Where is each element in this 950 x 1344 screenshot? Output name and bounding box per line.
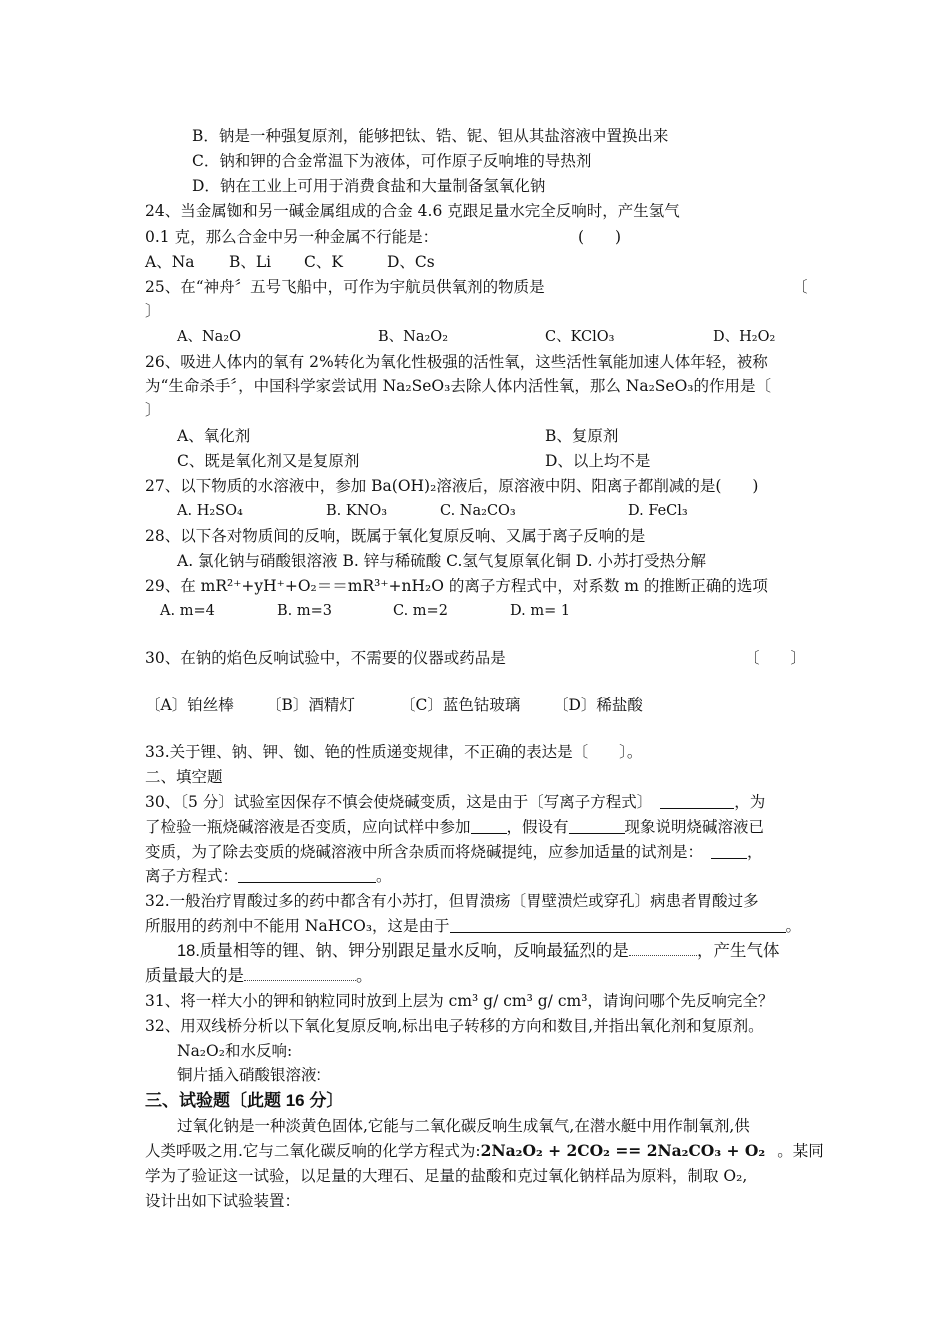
fill18-text-2a: 质量最大的是 — [145, 967, 244, 985]
q32-item-na2o2: Na₂O₂和水反响: — [177, 1042, 293, 1060]
q24-answer-paren: ( ) — [578, 228, 622, 246]
q24-option-b: B、Li — [229, 253, 272, 271]
q26-option-d: D、以上均不是 — [545, 452, 651, 470]
section3-para-line2 — [145, 1141, 824, 1161]
q32-stem: 32、用双线桥分析以下氧化复原反响,标出电子转移的方向和数目,并指出氧化剂和复原剂。 — [145, 1017, 764, 1035]
fill30-text-4a: 离子方程式： — [145, 867, 239, 885]
fill30-blank-reagent[interactable] — [471, 817, 507, 834]
q24-stem-line1: 24、当金属铷和另一碱金属组成的合金 4.6 克跟足量水完全反响时，产生氢气 — [145, 202, 680, 220]
q26-option-b: B、复原剂 — [545, 427, 619, 445]
q29-option-a: A. m=4 — [160, 603, 215, 619]
section3-para-line4: 设计出如下试验装置： — [145, 1192, 301, 1210]
fill30-line1 — [145, 792, 765, 812]
q29-stem: 29、在 mR²⁺+yH⁺+O₂＝＝mR³⁺+nH₂O 的离子方程式中，对系数 m 的推断正确的选项 — [145, 577, 768, 595]
q30-option-a: 〔A〕铂丝棒 — [145, 696, 234, 714]
section3-para-line3: 学为了验证这一试验，以足量的大理石、足量的盐酸和克过氧化钠样品为原料，制取 O₂, — [145, 1167, 748, 1185]
fill32-line1: 32.一般治疗胃酸过多的药中都含有小苏打，但胃溃疡〔胃壁溃烂或穿孔〕病患者胃酸过多 — [145, 892, 759, 910]
fill30-text-1a: 30、〔5 分〕试验室因保存不慎会使烧碱变质，这是由于〔写离子方程式〕 — [145, 793, 653, 811]
q28-options: A. 氯化钠与硝酸银溶液 B. 锌与稀硫酸 C.氢气复原氧化铜 D. 小苏打受热分解 — [177, 552, 707, 570]
q24-stem-line2: 0.1 克，那么合金中另一种金属不行能是： — [145, 228, 439, 246]
fill18-line2 — [145, 966, 373, 987]
fill32-line2 — [145, 916, 801, 936]
q25-option-b: B、Na₂O₂ — [378, 329, 449, 345]
fill30-text-2c: 现象说明烧碱溶液已 — [624, 818, 765, 836]
q27-option-b: B. KNO₃ — [326, 503, 388, 519]
fill18-text-1b: ，产生气体 — [696, 942, 780, 960]
section3-equation: 2Na₂O₂ + 2CO₂ == 2Na₂CO₃ + O₂ — [480, 1141, 766, 1160]
fill32-text-2b: 。 — [785, 917, 802, 935]
q25-stem: 25、在“神舟〞五号飞船中，可作为宇航员供氧剂的物质是 — [145, 278, 545, 296]
fill32-text-2a: 所服用的药剂中不能用 NaHCO₃，这是由于 — [145, 917, 450, 935]
q27-option-c: C. Na₂CO₃ — [440, 503, 516, 519]
q26-stem-line2: 为“生命杀手〞，中国科学家尝试用 Na₂SeO₃去除人体内活性氧，那么 Na₂SeO₃的作用是〔 — [145, 377, 771, 395]
q32-item-copper: 铜片插入硝酸银溶液: — [177, 1067, 321, 1084]
fill30-blank-purify-reagent[interactable] — [711, 842, 747, 859]
q30-answer-paren: 〔 〕 — [744, 649, 807, 667]
fill30-text-1b: ，为 — [734, 793, 766, 811]
fill18-line1 — [177, 941, 779, 962]
fill18-text-1a: 18.质量相等的锂、钠、钾分别跟足量水反响，反响最猛烈的是 — [177, 942, 629, 960]
q26-stem-line1: 26、吸进人体内的氧有 2%转化为氧化性极强的活性氧，这些活性氧能加速人体年轻，被称 — [145, 353, 768, 371]
q30-stem: 30、在钠的焰色反响试验中，不需要的仪器或药品是 — [145, 649, 506, 667]
q29-option-b: B. m=3 — [277, 603, 332, 619]
q23-option-d: D．钠在工业上可用于消费食盐和大量制备氢氧化钠 — [192, 177, 546, 195]
q24-option-c: C、K — [304, 253, 343, 271]
q26-option-a: A、氧化剂 — [177, 427, 251, 445]
fill30-line2 — [145, 817, 764, 837]
q25-paren-open: 〔 — [792, 278, 808, 296]
q27-option-d: D. FeCl₃ — [628, 503, 688, 519]
q28-stem: 28、以下各对物质间的反响，既属于氧化复原反响、又属于离子反响的是 — [145, 527, 646, 545]
q23-option-b: B．钠是一种强复原剂，能够把钛、锆、铌、钽从其盐溶液中置换出来 — [192, 127, 669, 145]
q25-option-a: A、Na₂O — [177, 329, 242, 345]
q27-stem: 27、以下物质的水溶液中，参加 Ba(OH)₂溶液后，原溶液中阴、阳离子都削减的是( ) — [145, 477, 759, 495]
q26-stem-line3: 〕 — [145, 401, 161, 419]
section2-title: 二、填空题 — [145, 768, 223, 786]
section3-para-line1: 过氧化钠是一种淡黄色固体,它能与二氧化碳反响生成氧气,在潜水艇中用作制氧剂,供 — [177, 1117, 750, 1135]
fill30-text-2b: ，假设有 — [506, 818, 569, 836]
q27-option-a: A. H₂SO₄ — [177, 503, 243, 519]
section3-text-2b: 。某同 — [777, 1142, 824, 1160]
section3-text-2a: 人类呼吸之用.它与二氧化碳反响的化学方程式为: — [145, 1142, 481, 1160]
q24-option-d: D、Cs — [387, 253, 435, 271]
section3-title: 三、试验题〔此题 16 分〕 — [145, 1091, 344, 1110]
fill30-blank-ion-equation[interactable] — [238, 866, 376, 883]
q29-option-c: C. m=2 — [393, 603, 448, 619]
fill30-text-3a: 变质，为了除去变质的烧碱溶液中所含杂质而将烧碱提纯，应参加适量的试剂是： — [145, 843, 704, 861]
q29-option-d: D. m= 1 — [510, 603, 571, 619]
q26-option-c: C、既是氧化剂又是复原剂 — [177, 452, 360, 470]
q33-stem: 33.关于锂、钠、钾、铷、铯的性质递变规律，不正确的表达是〔 〕。 — [145, 743, 643, 761]
q31-stem: 31、将一样大小的钾和钠粒同时放到上层为 cm³ g/ cm³ g/ cm³，请询问哪个先反响完全？ — [145, 992, 774, 1010]
fill18-text-2b: 。 — [356, 967, 373, 985]
q25-option-c: C、KClO₃ — [545, 329, 615, 345]
fill30-line4 — [145, 866, 392, 886]
fill30-text-3b: ， — [747, 843, 763, 861]
fill32-blank-reason[interactable] — [450, 916, 786, 933]
fill18-blank-most-gas[interactable] — [244, 966, 356, 981]
q30-option-b: 〔B〕酒精灯 — [266, 696, 355, 714]
q30-option-d: 〔D〕稀盐酸 — [553, 696, 643, 714]
fill30-blank-phenomenon[interactable] — [569, 817, 625, 834]
q24-option-a: A、Na — [145, 253, 195, 271]
q23-option-c: C．钠和钾的合金常温下为液体，可作原子反响堆的导热剂 — [192, 152, 592, 170]
fill18-blank-most-violent[interactable] — [629, 941, 697, 956]
fill30-blank-equation[interactable] — [660, 792, 734, 809]
q30-option-c: 〔C〕蓝色钴玻璃 — [400, 696, 521, 714]
q25-option-d: D、H₂O₂ — [713, 329, 776, 345]
fill30-text-4b: 。 — [376, 867, 392, 885]
fill30-line3 — [145, 842, 763, 862]
q25-paren-close: 〕 — [145, 302, 161, 320]
fill30-text-2a: 了检验一瓶烧碱溶液是否变质，应向试样中参加 — [145, 818, 471, 836]
